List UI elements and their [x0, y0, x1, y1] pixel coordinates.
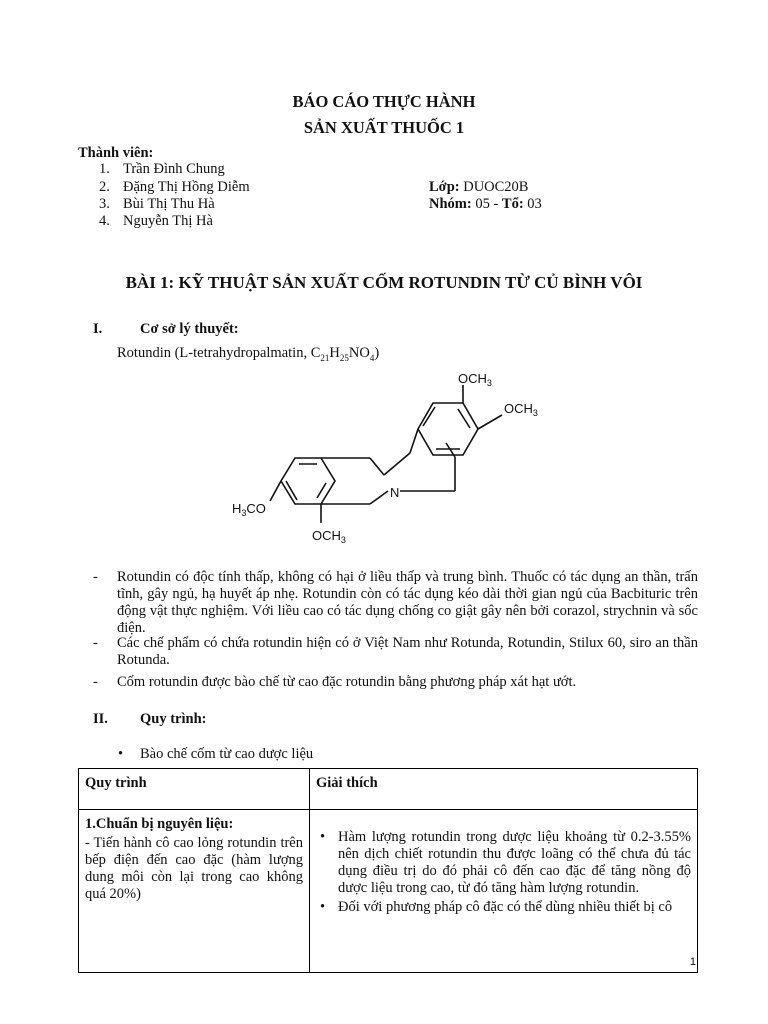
member-num-1: 1.: [99, 161, 110, 177]
explanation-item: • Đối với phương pháp cô đặc có thể dùng nhiều thiết bị cô: [338, 899, 691, 916]
member-num-3: 3.: [99, 196, 110, 212]
group-info: [429, 196, 542, 213]
procedure-cell: [79, 810, 310, 973]
section-1-number: I.: [93, 321, 103, 337]
step-text: - Tiến hành cô cao lỏng rotundin trên bếp điện đến cao đặc (hàm lượng dung môi còn lại trong cao không quá 20%): [85, 835, 303, 902]
member-num-4: 4.: [99, 213, 110, 229]
methoxy-right-label: $OCH_3$: [504, 401, 538, 418]
structure-bonds: [270, 385, 502, 523]
formula-h: H: [329, 345, 340, 361]
methoxy-left-label: $H_3CO$: [232, 501, 266, 518]
member-name-1: Trần Đình Chung: [123, 161, 225, 177]
explanation-list: [316, 829, 691, 916]
formula-prefix: Rotundin (L-tetrahydropalmatin, C: [117, 345, 321, 361]
step-title: 1.Chuẩn bị nguyên liệu:: [85, 816, 234, 832]
lesson-title: BÀI 1: KỸ THUẬT SẢN XUẤT CỐM ROTUNDIN TỪ CỦ BÌNH VÔI: [125, 273, 643, 292]
class-info: [429, 179, 528, 196]
section-1-title: Cơ sở lý thuyết:: [140, 321, 239, 337]
formula-sub-o: 4: [369, 352, 375, 363]
formula-sub-c: 21: [320, 352, 330, 363]
bullet-granule-method: Cốm rotundin được bào chế từ cao đặc rotundin bằng phương pháp xát hạt ướt.: [117, 674, 577, 690]
formula-no: NO: [348, 345, 370, 361]
bullet-preparations: Các chế phẩm có chứa rotundin hiện có ở Việt Nam như Rotunda, Rotundin, Stilux 60, siro an thần Rotunda.: [117, 635, 698, 668]
members-label: Thành viên:: [78, 145, 154, 161]
formula-sub-h: 25: [339, 352, 349, 363]
member-num-2: 2.: [99, 179, 110, 195]
explanation-item: • Hàm lượng rotundin trong dược liệu khoảng từ 0.2-3.55% nên dịch chiết rotundin thu được loãng có thể chưa đủ tác dụng điều trị do đó phải cô đến cao đặc để tăng nồng độ dược liệu trong cao, từ đó tăng hàm lượng rotundin.: [338, 829, 691, 897]
member-name-4: Nguyễn Thị Hà: [123, 213, 213, 229]
bullet-toxicity: Rotundin có độc tính thấp, không có hại ở liều thấp và trung bình. Thuốc có tác dụng an thần, trấn tĩnh, gây ngủ, hạ huyết áp nhẹ. Rotundin còn có tác dụng kéo dài thời gian ngủ của Bacbituric trên động vật thực nghiệm. Với liều cao có tác dụng chống co giật gây nên bởi corazol, strychnin và sốc điện.: [117, 569, 698, 636]
class-label: Lớp:: [429, 179, 460, 195]
bullet-dash-2: -: [93, 635, 98, 651]
team-value: 03: [527, 196, 542, 212]
rotundin-formula: [117, 345, 379, 367]
report-title: BÁO CÁO THỰC HÀNH: [292, 92, 476, 111]
bullet-dash-3: -: [93, 674, 98, 690]
procedure-table: [78, 768, 698, 973]
group-value: 05 -: [475, 196, 502, 212]
sub-item-text: Bào chế cốm từ cao dược liệu: [140, 746, 314, 762]
member-name-3: Bùi Thị Thu Hà: [123, 196, 215, 212]
table-header-row: [79, 769, 698, 810]
section-2-title: Quy trình:: [140, 711, 207, 727]
methoxy-bottom-label: $OCH_3$: [312, 528, 346, 545]
section-2-number: II.: [93, 711, 108, 727]
bullet-dash-1: -: [93, 569, 98, 585]
formula-close: ): [374, 345, 380, 361]
report-subtitle: SẢN XUẤT THUỐC 1: [303, 118, 465, 137]
sub-item-bullet: •: [118, 746, 124, 762]
methoxy-top-label: $OCH_3$: [458, 371, 492, 388]
member-name-2: Đặng Thị Hồng Diễm: [123, 179, 250, 195]
class-value: DUOC20B: [463, 179, 529, 195]
nitrogen-atom-label: N: [390, 485, 400, 500]
group-label: Nhóm:: [429, 196, 472, 212]
table-header-procedure: Quy trình: [79, 769, 310, 810]
page-number: 1: [689, 956, 696, 968]
rotundin-structure-diagram: [220, 365, 550, 555]
table-row: [79, 810, 698, 973]
team-label: Tổ:: [501, 196, 524, 212]
table-header-explanation: Giải thích: [310, 769, 698, 810]
explanation-cell: [310, 810, 698, 973]
